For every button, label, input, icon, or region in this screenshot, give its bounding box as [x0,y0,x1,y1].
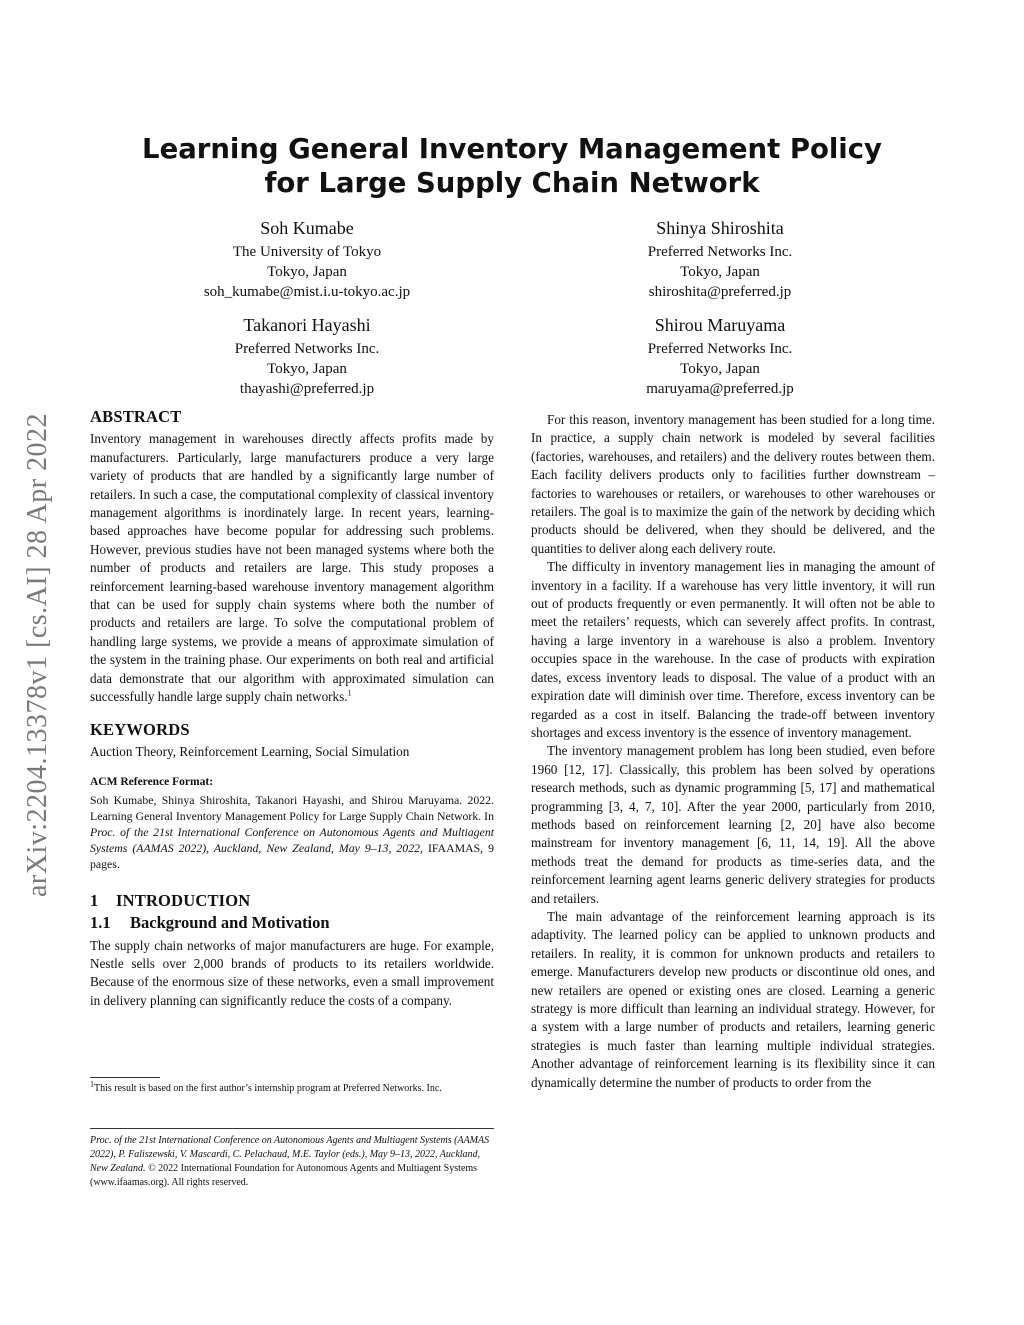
author-affiliation: Preferred Networks Inc. [234,341,380,357]
proceedings-text [90,1134,494,1190]
author-block [540,313,900,399]
author-email: maruyama@preferred.jp [646,381,794,397]
subsection-title: Background and Motivation [130,913,330,933]
subsection-heading [90,914,494,932]
author-location: Tokyo, Japan [267,361,347,377]
footnote-text [90,1079,494,1096]
proceedings-copyright: © 2022 International Foundation for Autonomous Agents and Multiagent Systems (www.ifaamas.org). All rights reserved. [90,1163,478,1188]
section-title: INTRODUCTION [116,890,251,910]
author-affiliation: The University of Tokyo [232,244,382,260]
author-email: soh_kumabe@mist.i.u-tokyo.ac.jp [203,284,411,300]
footnote-area [90,1077,494,1096]
author-email: shiroshita@preferred.jp [648,284,792,300]
author-affiliation: Preferred Networks Inc. [647,341,793,357]
proceedings-venue: Proc. of the 21st International Conference on Autonomous Agents and Multiagent Systems (AAMAS 2022), P. Faliszewski, V. Mascardi, C. Pelachaud, M.E. Taylor (eds.), May 9–13, 2022, Auckland, New Zealand. [90,1135,490,1174]
introduction-heading [90,892,494,910]
body-paragraph: The difficulty in inventory management lies in managing the amount of inventory in a facility. If a warehouse has very little inventory, it will run out of products frequently or even permanently. It will often not be able to meet the retailers’ requests, which can severely affect profits. In contrast, having a large inventory in a warehouse is also a problem. Inventory occupies space in the warehouse. In the case of products with expiration dates, excess inventory leads to disposal. The value of a product with an expiration date will diminish over time. Therefore, excess inventory can be regarded as a cost in itself. Balancing the trade-off between inventory shortages and excess inventory is the essence of inventory management. [531,559,935,740]
author-location: Tokyo, Japan [680,264,760,280]
body-paragraph: The main advantage of the reinforcement learning approach is its adaptivity. The learned policy can be applied to unknown products and retailers. In reality, it is common for unknown products and retailers to emerge. Manufacturers develop new products or discontinue old ones, and new retailers are opened or existing ones are closed. Learning a generic strategy is more difficult than learning an individual strategy. However, for a system with a large number of products and retailers, learning generic strategies is much faster than learning multiple individual strategies. Another advantage of reinforcement learning is its flexibility since it can dynamically determine the number of products to order from the [531,908,935,1090]
author-block [127,313,487,399]
acm-reference-venue: Proc. of the 21st International Conference on Autonomous Agents and Multiagent Systems (AAMAS 2022), Auckland, New Zealand, May 9–13, 2022 [90,824,494,855]
footnote-rule [90,1077,160,1078]
keywords-text: Auction Theory, Reinforcement Learning, Social Simulation [90,743,410,759]
section-number: 1 [90,890,99,910]
body-paragraph: For this reason, inventory management has been studied for a long time. In practice, a supply chain network is modeled by several facilities (factories, warehouses, and retailers) and the delivery routes between them. Each facility delivers products only to facilities further downstream – factories to warehouses or retailers, or warehouses to other warehouses or retailers. The goal is to maximize the gain of the network by deciding which products should be delivered, when they should be delivered, and the quantities to deliver along each delivery route. [531,412,935,556]
abstract-text [90,430,494,706]
author-location: Tokyo, Japan [680,361,760,377]
author-location: Tokyo, Japan [267,264,347,280]
abstract-heading: ABSTRACT [90,407,182,426]
left-column [90,408,494,1010]
acm-reference-heading: ACM Reference Format: [90,776,214,789]
title-line-2: for Large Supply Chain Network [264,167,760,199]
author-block [540,216,900,302]
arxiv-identifier: arXiv:2204.13378v1 [cs.AI] 28 Apr 2022 [22,412,53,898]
author-block [127,216,487,302]
paper-title [0,132,1024,200]
author-name: Soh Kumabe [260,218,354,238]
author-affiliation: Preferred Networks Inc. [647,244,793,260]
footnote-marker: 1 [90,1079,94,1089]
author-name: Shinya Shiroshita [656,218,784,238]
acm-reference-part: , IFAAMAS, 9 pages. [90,840,494,871]
keywords-heading: KEYWORDS [90,719,190,739]
proceedings-notice [90,1128,494,1190]
footnote-marker: 1 [347,688,352,698]
proceedings-rule [90,1128,494,1129]
acm-reference-text [90,792,494,872]
abstract-body: Inventory management in warehouses directly affects profits made by manufacturers. Particularly, large manufacturers produce a very large variety of products that are handled by a significantly large number of retailers. In such a case, the computational complexity of classical inventory management algorithms is inordinately large. In recent years, learning-based approaches have become popular for addressing such problems. However, previous studies have not been managed systems where both the number of products and retailers are large. This study proposes a reinforcement learning-based warehouse inventory management algorithm that can be used for supply chain systems where both the number of products and retailers are large. To solve the computational problem of handling large systems, we provide a means of approximate simulation of the system in the training phase. Our experiments on both real and artificial data demonstrate that our algorithm with approximated simulation can successfully handle large supply chain networks. [90,431,494,705]
acm-reference-part: Soh Kumabe, Shinya Shiroshita, Takanori Hayashi, and Shirou Maruyama. 2022. Learning General Inventory Management Policy for Large Supply Chain Network. In [90,792,494,823]
intro-paragraph: The supply chain networks of major manufacturers are huge. For example, Nestle sells over 2,000 brands of products to its retailers worldwide. Because of the enormous size of these networks, even a small improvement in delivery planning can significantly reduce the costs of a company. [90,937,494,1008]
author-email: thayashi@preferred.jp [239,381,375,397]
footnote-body: This result is based on the first author’s internship program at Preferred Networks. Inc. [94,1083,442,1094]
author-name: Shirou Maruyama [654,315,786,335]
body-paragraph: The inventory management problem has long been studied, even before 1960 [12, 17]. Classically, this problem has been solved by operations research methods, such as dynamic programming [5, 17] and mathematical programming [3, 4, 7, 10]. After the year 2000, particularly from 2010, methods based on reinforcement learning [2, 20] have also become mainstream for inventory management [6, 11, 14, 19]. All the above methods treat the demand for products as time-series data, and the reinforcement learning agent learns generic delivery strategies for products and retailers. [531,743,935,906]
subsection-number: 1.1 [90,913,111,933]
right-column [531,411,935,1092]
author-name: Takanori Hayashi [243,315,371,335]
title-line-1: Learning General Inventory Management Policy [142,133,882,165]
